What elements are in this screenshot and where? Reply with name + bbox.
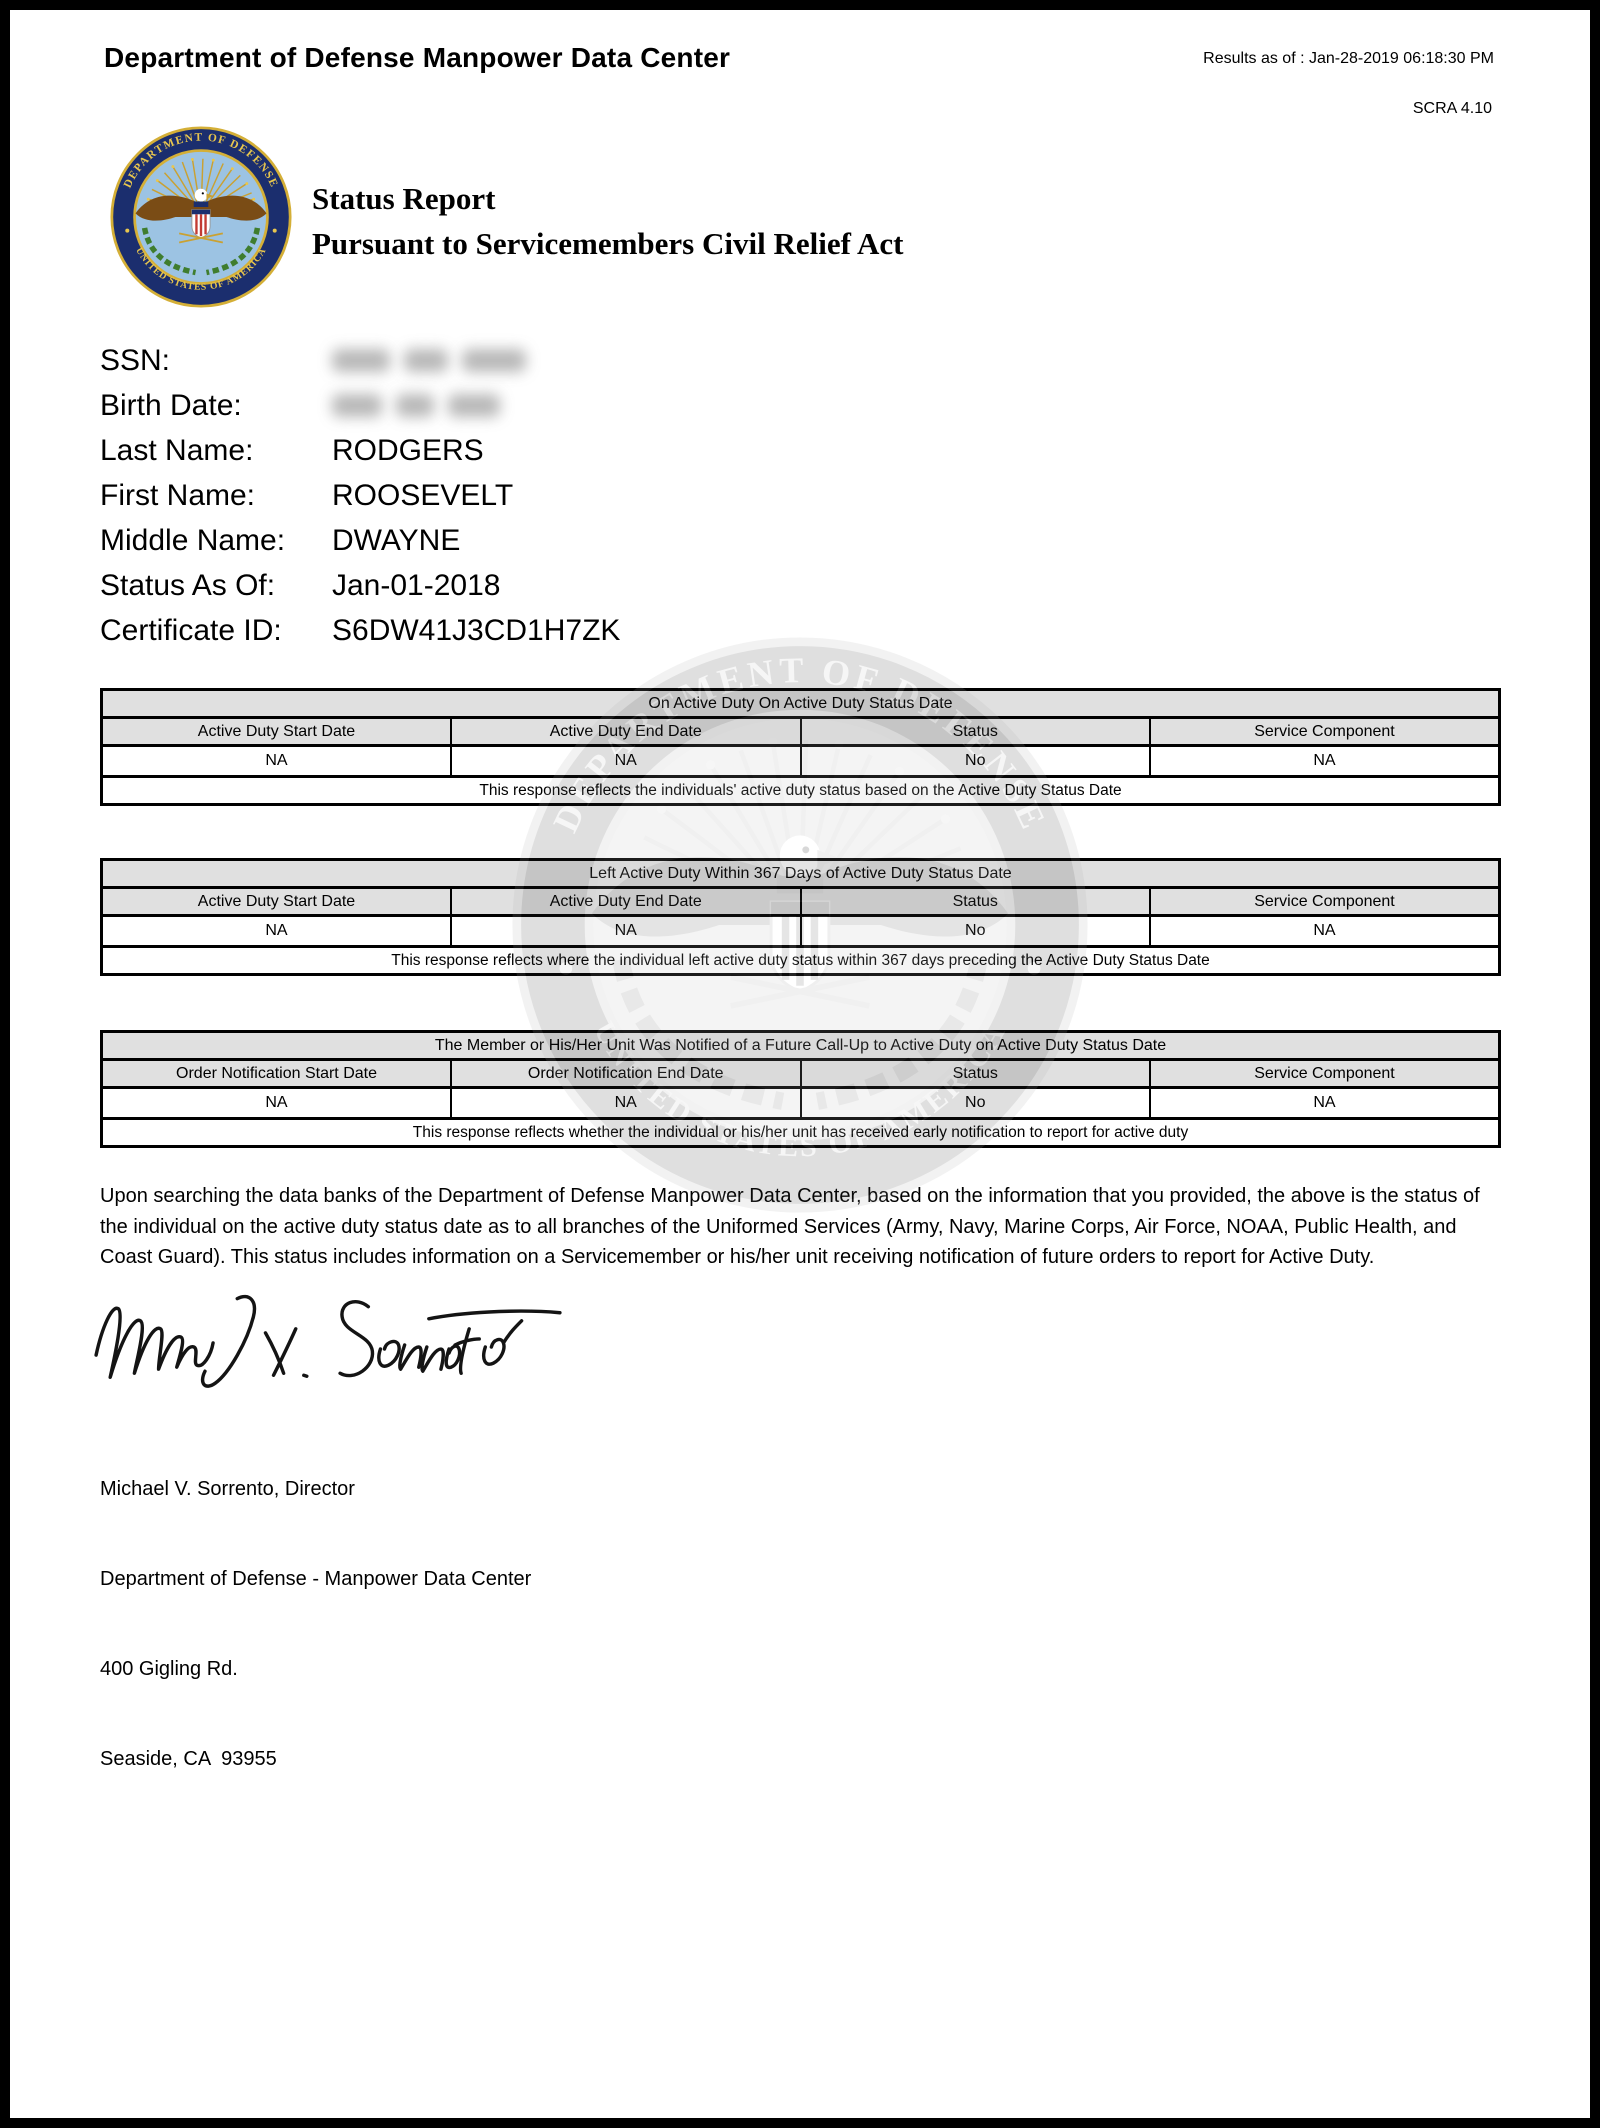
cell: NA (451, 1088, 801, 1119)
cell: NA (451, 746, 801, 777)
column-header: Service Component (1150, 1060, 1500, 1088)
column-header: Order Notification End Date (451, 1060, 801, 1088)
column-header: Active Duty Start Date (102, 888, 452, 916)
certification-statement: Upon searching the data banks of the Department of Defense Manpower Data Center, based on the information that you provided, the above is the status of the individual on the active duty status date as to all branches of the Uniformed Services (Army, Navy, Marine Corps, Air Force, NOAA, Public Health, and Coast Guard). This status includes information on a Servicemember or his/her unit receiving notification of future orders to report for Active Duty. (100, 1185, 1480, 1268)
table-active-duty (100, 688, 1501, 806)
signatory-org: Department of Defense - Manpower Data Center (100, 1568, 532, 1590)
cell: NA (1150, 916, 1500, 947)
signatory-address-block (100, 1414, 531, 1834)
report-title-line2: Pursuant to Servicemembers Civil Relief Act (312, 226, 904, 261)
middle-name-label: Middle Name: (100, 523, 286, 557)
table-note: This response reflects where the individual left active duty status within 367 days preceding the Active Duty Status Date (102, 947, 1500, 975)
agency-title: Department of Defense Manpower Data Center (104, 42, 731, 73)
cell: No (801, 1088, 1151, 1119)
report-title (312, 176, 903, 266)
field-last-name (100, 428, 1000, 473)
column-header: Status (801, 888, 1151, 916)
report-title-line1: Status Report (312, 181, 496, 216)
person-fields (100, 338, 1000, 653)
column-header: Status (801, 1060, 1151, 1088)
table-row (102, 1088, 1500, 1119)
field-first-name (100, 473, 1000, 518)
dod-seal-icon (110, 126, 292, 308)
status-as-of-value: Jan-01-2018 (332, 568, 501, 602)
signatory-name-title: Michael V. Sorrento, Director (100, 1478, 355, 1500)
table-title: Left Active Duty Within 367 Days of Active Duty Status Date (102, 860, 1500, 888)
field-middle-name (100, 518, 1000, 563)
first-name-label: First Name: (100, 478, 256, 512)
certificate-id-label: Certificate ID: (100, 613, 282, 647)
table-title: On Active Duty On Active Duty Status Date (102, 690, 1500, 718)
column-header: Active Duty Start Date (102, 718, 452, 746)
cell: No (801, 746, 1151, 777)
table-note: This response reflects the individuals' active duty status based on the Active Duty Status Date (102, 777, 1500, 805)
signatory-street: 400 Gigling Rd. (100, 1658, 238, 1680)
field-birth-date (100, 383, 1000, 428)
column-header: Status (801, 718, 1151, 746)
last-name-value: RODGERS (332, 433, 484, 467)
cell: NA (1150, 746, 1500, 777)
birth-date-redacted-value (332, 394, 500, 417)
table-future-callup (100, 1030, 1501, 1148)
signatory-city-state-zip: Seaside, CA 93955 (100, 1748, 277, 1770)
cell: NA (1150, 1088, 1500, 1119)
certificate-id-value: S6DW41J3CD1H7ZK (332, 613, 621, 647)
field-ssn (100, 338, 1000, 383)
birth-date-label: Birth Date: (100, 388, 242, 422)
table-left-active-duty (100, 858, 1501, 976)
column-header: Active Duty End Date (451, 718, 801, 746)
cell: NA (102, 1088, 452, 1119)
ssn-redacted-value (332, 349, 526, 372)
table-note: This response reflects whether the individual or his/her unit has received early notification to report for active duty (102, 1119, 1500, 1147)
table-row (102, 746, 1500, 777)
middle-name-value: DWAYNE (332, 523, 461, 557)
form-version: SCRA 4.10 (1412, 100, 1492, 117)
first-name-value: ROOSEVELT (332, 478, 514, 512)
column-header: Active Duty End Date (451, 888, 801, 916)
last-name-label: Last Name: (100, 433, 254, 467)
cell: NA (102, 746, 452, 777)
cell: NA (451, 916, 801, 947)
results-timestamp: Results as of : Jan-28-2019 06:18:30 PM (1203, 50, 1494, 67)
field-status-as-of (100, 563, 1000, 608)
table-row (102, 916, 1500, 947)
signature-image (86, 1288, 570, 1400)
ssn-label: SSN: (100, 343, 171, 377)
cell: No (801, 916, 1151, 947)
field-certificate-id (100, 608, 1000, 653)
table-title: The Member or His/Her Unit Was Notified of a Future Call-Up to Active Duty on Active Duty Status Date (102, 1032, 1500, 1060)
cell: NA (102, 916, 452, 947)
status-as-of-label: Status As Of: (100, 568, 276, 602)
column-header: Order Notification Start Date (102, 1060, 452, 1088)
column-header: Service Component (1150, 718, 1500, 746)
column-header: Service Component (1150, 888, 1500, 916)
